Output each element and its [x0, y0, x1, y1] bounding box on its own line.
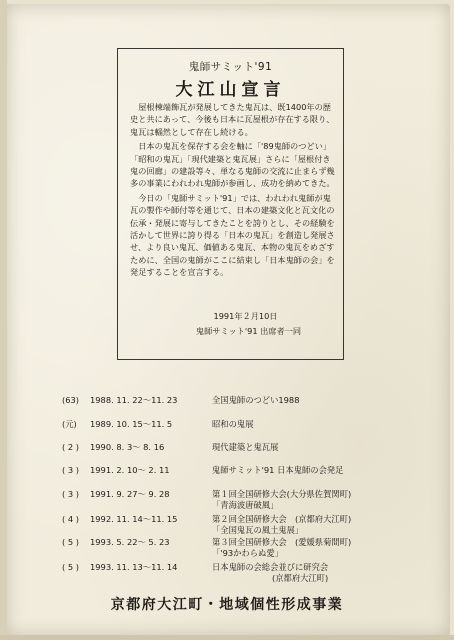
- declaration-paragraph: 日本の鬼瓦を保存する会を軸に「'89鬼師のつどい」「昭和の鬼瓦」「現代建築と鬼瓦展」さらに「屋根付き鬼の回廊」の建設等々、単なる鬼師の交流に止まらず幾多の事業にわれわれ鬼師が参画し、成功を納めてきた。: [130, 141, 335, 189]
- declaration-body: [130, 101, 336, 281]
- history-event: 現代建築と鬼瓦展: [212, 442, 279, 452]
- scan-edge-left: [0, 0, 7, 640]
- history-events: [212, 537, 397, 559]
- history-events: [212, 465, 397, 476]
- history-dates: 1992. 11. 14～11. 15: [90, 514, 178, 524]
- declaration-date: 1991年２月10日: [213, 311, 278, 321]
- history-events: [212, 395, 397, 406]
- history-event: 昭和の鬼展: [212, 419, 254, 429]
- scan-edge-bottom: [0, 635, 454, 640]
- history-dates: 1993. 11. 13～11. 14: [90, 562, 178, 572]
- history-dates: 1991. 9. 27～ 9. 28: [90, 489, 170, 499]
- history-event: 「全国鬼瓦の風土鬼展」: [212, 525, 304, 535]
- summit-title: 鬼師サミット'91: [188, 61, 273, 73]
- history-dates: 1988. 11. 22～11. 23: [90, 395, 178, 405]
- history-events: [212, 442, 397, 453]
- history-event: 第３回全国研修大会 (愛媛県菊間町): [212, 537, 352, 547]
- history-era-number: (元): [62, 419, 77, 429]
- history-era-number: (63): [62, 395, 80, 405]
- history-dates: 1990. 8. 3～ 8. 16: [90, 442, 165, 452]
- declaration-box: [117, 48, 344, 360]
- history-event: 全国鬼師のつどい1988: [212, 395, 300, 405]
- history-era-number: ( 5 ): [62, 537, 80, 547]
- footer-title: 京都府大江町・地域個性形成事業: [110, 597, 344, 613]
- history-event: 日本鬼師の会総会並びに研究会: [212, 562, 329, 572]
- history-events: [212, 489, 397, 511]
- history-era-number: ( 3 ): [62, 465, 80, 475]
- history-events: [212, 514, 397, 536]
- declaration-title: 大江山宣言: [175, 80, 286, 100]
- history-dates: 1989. 10. 15～11. 5: [90, 419, 173, 429]
- history-era-number: ( 2 ): [62, 442, 80, 452]
- history-event: 第１回全国研修大会(大分県佐賀関町): [212, 489, 352, 499]
- declaration-paragraph: 屋根棟端飾瓦が発展してきた鬼瓦は、既1400年の歴史と共にあって、今後も日本に瓦屋根が存在する限り、鬼瓦は輜然として存在し続ける。: [130, 102, 335, 137]
- history-event: 第２回全国研修大会 (京都府大江町): [212, 514, 352, 524]
- history-era-number: ( 5 ): [62, 562, 80, 572]
- history-event: (京都府大江町): [272, 573, 329, 583]
- history-events: [212, 562, 397, 584]
- history-event: 鬼師サミット'91 日本鬼師の会発足: [212, 465, 344, 475]
- history-events: [212, 419, 397, 430]
- history-era-number: ( 3 ): [62, 489, 80, 499]
- history-event: 「青海波唐破風」: [212, 500, 279, 510]
- declaration-signers: 鬼師サミット'91 出席者一同: [195, 326, 302, 336]
- history-event: 「'93かわらぬ愛」: [212, 548, 283, 558]
- history-dates: 1991. 2. 10～ 2. 11: [90, 465, 170, 475]
- history-dates: 1993. 5. 22～ 5. 23: [90, 537, 170, 547]
- declaration-paragraph: 今日の「鬼師サミット'91」では、われわれ鬼師が鬼瓦の製作や師付等を通じて、日本の建築文化と瓦文化の伝承・発展に寄与してきたことを誇りとし、その経験を活かして世界に誇り得る「日本の鬼瓦」を創造し発展させ、より良い鬼瓦、価値ある鬼瓦、本物の鬼瓦をめざすために、全国の鬼師がここに結束し「日本鬼師の会」を発足することを宣言する。: [130, 192, 335, 278]
- history-era-number: ( 4 ): [62, 514, 80, 524]
